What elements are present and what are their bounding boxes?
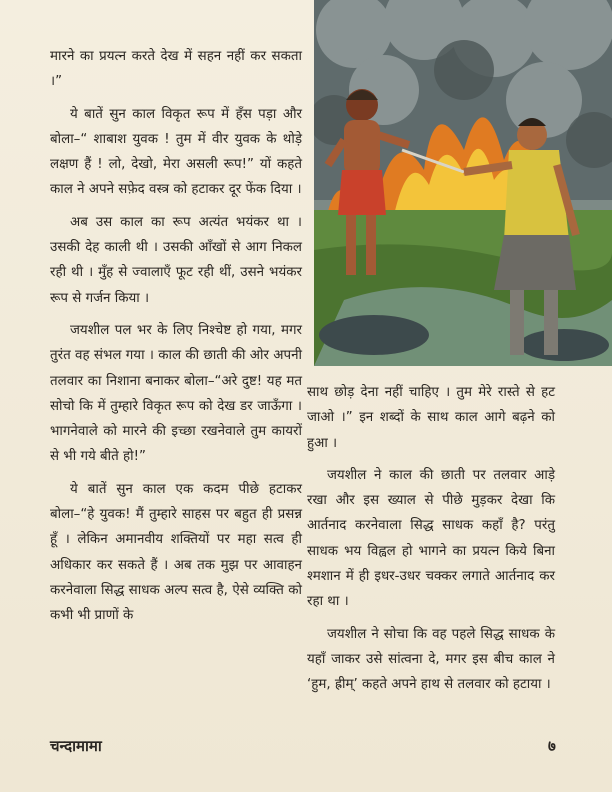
paragraph: साथ छोड़ देना नहीं चाहिए । तुम मेरे रास्ते से हट जाओ ।” इन शब्दों के साथ काल आगे बढ़ने को हुआ । <box>307 385 555 451</box>
paragraph: जयशील ने काल की छाती पर तलवार आड़े रखा और इस ख्याल से पीछे मुड़कर देखा कि आर्तनाद करनेवाला सिद्ध साधक कहाँ है? परंतु साधक भय विह्वल हो भागने का प्रयत्न किये बिना श्मशान में ही इधर-उधर चक्कर लगाते आर्तनाद कर रहा था । <box>307 467 555 610</box>
magazine-name: चन्दामामा <box>50 737 102 755</box>
demon-and-swordsman-illustration <box>314 0 612 366</box>
paragraph: मारने का प्रयत्न करते देख में सहन नहीं कर सकता ।” <box>50 49 302 90</box>
paragraph: जयशील ने सोचा कि वह पहले सिद्ध साधक के यहाँ जाकर उसे सांत्वना दे, मगर इस बीच काल ने ‘हुम, ह्रीम्’ कहते अपने हाथ से तलवार को हटाया । <box>307 626 555 693</box>
paragraph: ये बातें सुन काल एक कदम पीछे हटाकर बोला–“हे युवक! मैं तुम्हारे साहस पर बहुत ही प्रसन्न हूँ । लेकिन अमानवीय शक्तियों पर महा सत्व ही अधिकार कर सकते हैं । अब तक मुझ पर आवाहन करनेवाला सिद्ध साधक अल्प सत्व है, ऐसे व्यक्ति को कभी भी प्राणों के <box>50 481 302 624</box>
paragraph: अब उस काल का रूप अत्यंत भयंकर था । उसकी देह काली थी । उसकी आँखों से आग निकल रही थी । मुँह से ज्वालाएँ फूट रही थीं, उसने भयंकर रूप से गर्जन किया । <box>50 214 302 306</box>
story-illustration <box>314 0 612 366</box>
left-text-column <box>50 44 302 636</box>
right-text-column <box>307 380 555 705</box>
page-number: ७ <box>548 737 556 755</box>
paragraph: जयशील पल भर के लिए निश्चेष्ट हो गया, मगर तुरंत वह संभल गया । काल की छाती की ओर अपनी तलवार का निशाना बनाकर बोला–“अरे दुष्ट! यह मत सोचो कि में तुम्हारे विकृत रूप को देख डर जाऊँगा । भागनेवाले को मारने की इच्छा रखनेवाले तुम कायरों से भी गये बीते हो!” <box>50 322 302 465</box>
paragraph: ये बातें सुन काल विकृत रूप में हँस पड़ा और बोला–“ शाबाश युवक ! तुम में वीर युवक के थोड़े लक्षण हैं ! लो, देखो, मेरा असली रूप!” यों कहते काल ने अपने सफ़ेद वस्त्र को हटाकर दूर फेंक दिया । <box>50 106 302 198</box>
